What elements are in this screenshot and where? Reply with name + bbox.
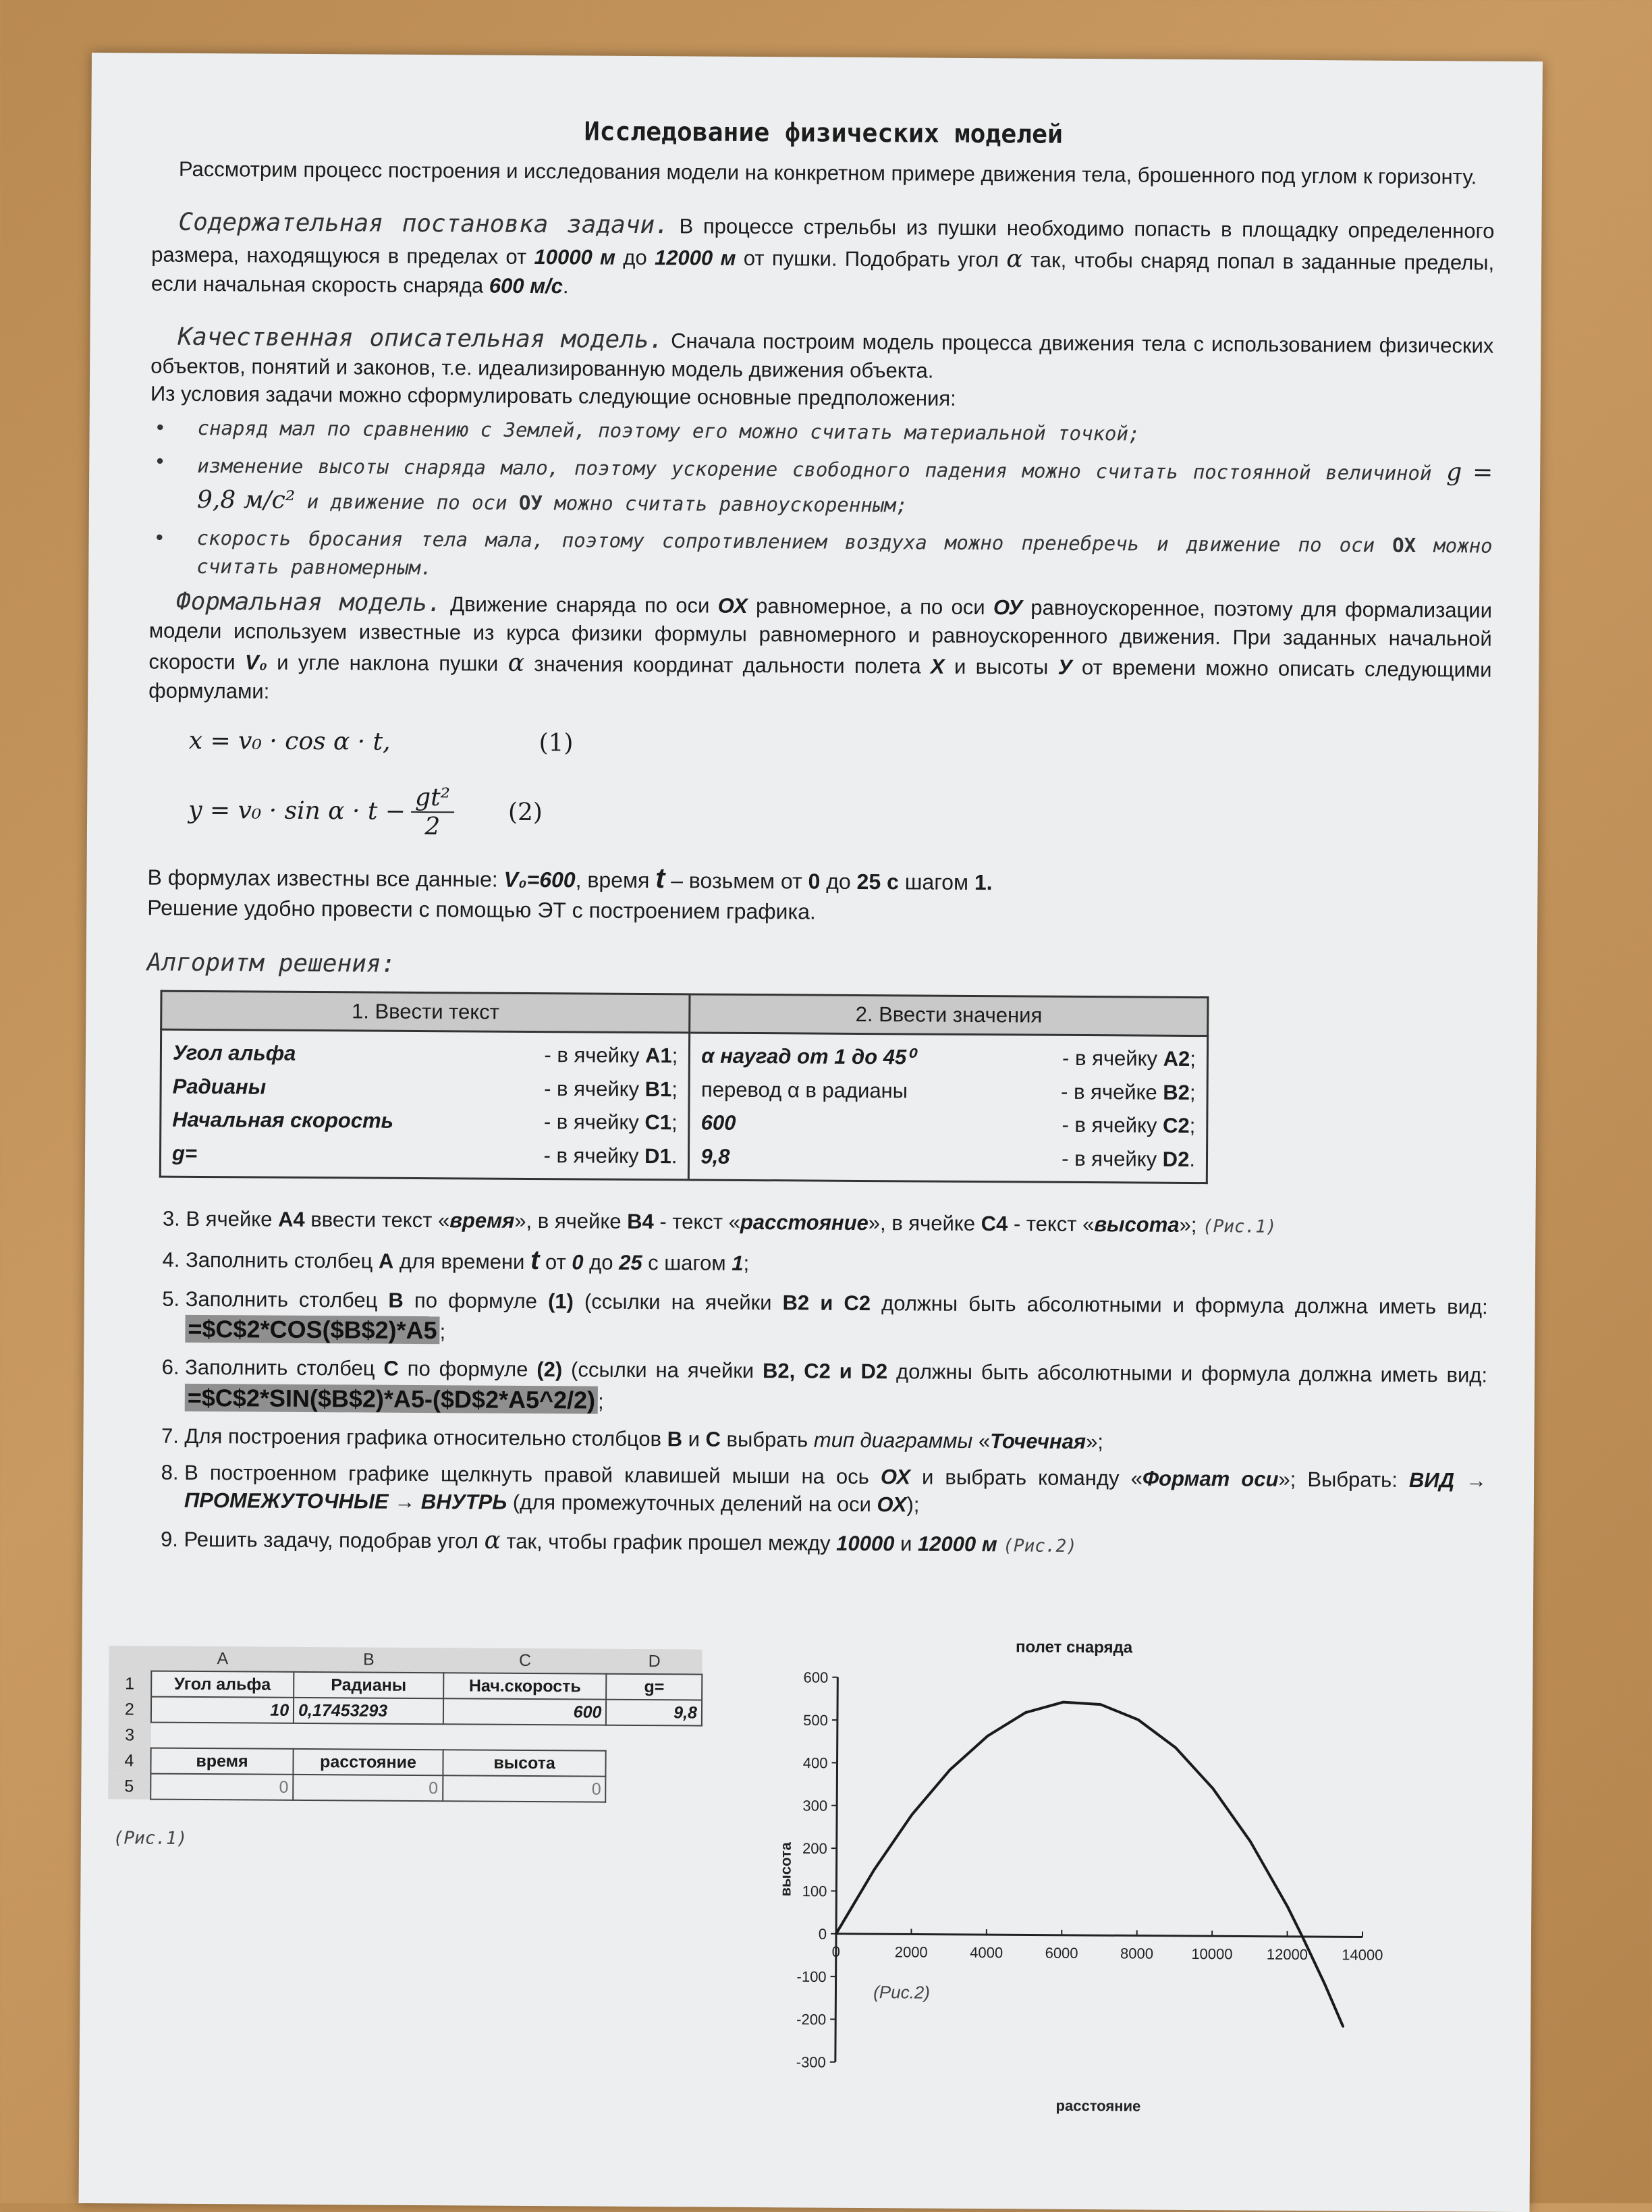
text-run: В процессе стрельбы из пушки необходимо попасть в площадку определенного размера, находящуюся в пределах от	[151, 214, 1494, 269]
text-run: - в ячейку	[1062, 1046, 1163, 1071]
cell: Радианы	[294, 1672, 443, 1698]
text-run: );	[906, 1493, 919, 1517]
text-run: »; Выбрать:	[1278, 1467, 1409, 1492]
algo-text-cell	[160, 1029, 690, 1179]
text-run: ;	[672, 1044, 678, 1067]
step-3	[186, 1204, 1488, 1240]
x-tick-label: 14000	[1342, 1946, 1383, 1963]
text-run	[997, 1532, 1003, 1556]
t-symbol: t	[530, 1245, 540, 1275]
text-run: - в ячейку	[544, 1043, 645, 1067]
x-tick-label: 4000	[970, 1944, 1003, 1961]
chart-svg	[767, 1636, 1378, 2139]
text-run: ;	[1190, 1114, 1196, 1137]
cell	[606, 1751, 702, 1777]
text-run: , время	[576, 867, 656, 892]
cell: 9,8	[606, 1700, 702, 1726]
fraction-denominator: 2	[424, 813, 440, 840]
cell-target	[543, 1139, 677, 1173]
qual-model-paragraph	[150, 321, 1494, 389]
x-axis-title: расстояние	[1056, 2097, 1141, 2115]
corner-cell	[109, 1646, 151, 1671]
axis-ox: ОХ	[877, 1492, 906, 1516]
text-run: .	[563, 274, 569, 298]
text-run: - в ячейку	[544, 1077, 645, 1101]
text-run: Решить задачу, подобрав угол	[184, 1528, 484, 1553]
text-run: можно считать равномерным.	[196, 534, 1492, 579]
text-run: .	[1189, 1148, 1195, 1171]
quoted-text: время	[449, 1208, 514, 1233]
value: 0	[572, 1250, 583, 1274]
y-tick-label: 400	[803, 1754, 828, 1771]
text-run: от пушки. Подобрать угол	[736, 246, 1006, 271]
y-tick-label: 500	[803, 1712, 828, 1729]
figure-2-caption: (Рис.2)	[873, 1982, 930, 2003]
text-run: ;	[1190, 1081, 1196, 1104]
range-max: 12000 м	[655, 246, 736, 271]
cell: 0	[443, 1775, 606, 1802]
text-run: должны быть абсолютными и формула должна иметь вид:	[871, 1291, 1488, 1319]
table-row	[701, 1106, 1196, 1143]
row-header: 3	[109, 1722, 151, 1748]
cell	[606, 1777, 702, 1803]
steps-list	[143, 1204, 1488, 1563]
cell: Угол альфа	[151, 1671, 294, 1698]
intro-paragraph: Рассмотрим процесс построения и исследования модели на конкретном примере движения тела, брошенного под углом к горизонту.	[152, 156, 1495, 192]
text-run: по формуле	[399, 1357, 537, 1381]
value: 12000 м	[918, 1532, 997, 1556]
quoted-text: расстояние	[740, 1210, 869, 1234]
cell-ref: B1	[645, 1077, 672, 1101]
cell-ref: A4	[278, 1207, 305, 1231]
column-header: B	[294, 1647, 444, 1673]
cell-ref: C1	[644, 1110, 671, 1134]
cell: 0,17453293	[294, 1698, 443, 1724]
table-row	[701, 1073, 1196, 1109]
text-run: - в ячейке	[1061, 1080, 1163, 1104]
trajectory-line	[835, 1701, 1345, 2027]
chart-title: полет снаряда	[771, 1636, 1378, 1658]
data-point	[1342, 2026, 1344, 2028]
step-8	[184, 1459, 1487, 1523]
text-run: (ссылки на ячейки	[574, 1289, 783, 1314]
column-ref: C	[383, 1357, 399, 1380]
qual-model-label: Качественная описательная модель.	[177, 323, 663, 354]
y-tick-label: 0	[819, 1926, 827, 1943]
step-6	[185, 1353, 1488, 1422]
cell	[606, 1725, 702, 1752]
text-run: (для промежуточных делений на оси	[507, 1490, 877, 1516]
cell: Нач.скорость	[443, 1673, 607, 1699]
table-row	[172, 1103, 678, 1139]
text-run: ;	[1190, 1047, 1196, 1071]
v0-symbol: V₀	[245, 651, 267, 674]
text-run: шагом	[899, 869, 974, 894]
solution-hint: Решение удобно провести с помощью ЭТ с построением графика.	[147, 893, 1490, 929]
algorithm-label: Алгоритм решения:	[147, 949, 1490, 985]
value: 10000	[836, 1532, 894, 1556]
document-body	[143, 114, 1495, 1571]
formula-2-expression: y = v₀ · sin α · t −	[188, 797, 406, 826]
cell-ref: C4	[981, 1212, 1008, 1235]
data-point	[1212, 1787, 1214, 1789]
data-point	[873, 1869, 875, 1871]
data-point	[1286, 1906, 1288, 1908]
cell-target	[544, 1072, 678, 1106]
gravity-formula: g = 9,8 м/с²	[197, 458, 1493, 514]
cell: высота	[443, 1750, 606, 1776]
list-item: • снаряд мал по сравнению с Землей, поэтому его можно считать материальной точкой;	[150, 414, 1493, 450]
axis-oy: ОУ	[993, 595, 1022, 619]
cell-ref: B4	[627, 1209, 654, 1233]
text-run: ;	[743, 1251, 749, 1275]
text-run: можно считать равноускоренным;	[543, 491, 908, 516]
text-run: по формуле	[404, 1289, 548, 1313]
label-text: Начальная скорость	[172, 1103, 393, 1138]
text-run: «	[972, 1429, 990, 1453]
text-run: .	[671, 1144, 678, 1168]
text-run: так, чтобы график прошел между	[501, 1530, 837, 1555]
cell-ref: B2, C2 и D2	[763, 1359, 887, 1384]
text-run: », в ячейке	[514, 1208, 627, 1233]
cell: расстояние	[294, 1749, 443, 1775]
step-7	[184, 1422, 1487, 1458]
text-run: - в ячейку	[1062, 1113, 1163, 1137]
formula-2-fraction	[411, 783, 454, 840]
quoted-text: высота	[1094, 1212, 1179, 1237]
x-tick-label: 10000	[1191, 1945, 1232, 1962]
formula-ref: (1)	[548, 1289, 574, 1313]
text-run: - текст «	[1008, 1212, 1094, 1236]
data-point	[1024, 1712, 1026, 1714]
formula-ref: (2)	[536, 1358, 562, 1382]
cell-ref: D2	[1163, 1148, 1190, 1171]
range-min: 10000 м	[534, 245, 615, 269]
y-axis-title: высота	[777, 1841, 794, 1896]
excel-formula: =$C$2*COS($B$2)*A5	[185, 1315, 439, 1344]
text-run: до	[820, 869, 856, 893]
text-run: »;	[1179, 1212, 1203, 1236]
text-run: В ячейке	[186, 1206, 278, 1231]
data-point	[911, 1814, 913, 1816]
text-run: до	[615, 246, 655, 269]
value-text: перевод α в радианы	[701, 1073, 908, 1107]
text-run: – возьмем от	[665, 868, 808, 893]
y-tick-label: -300	[796, 2053, 826, 2070]
data-point	[835, 1933, 837, 1935]
text-run: скорость бросания тела мала, поэтому сопротивлением воздуха можно пренебречь и движение по оси	[197, 527, 1393, 557]
text-run: Движение снаряда по оси	[442, 592, 718, 617]
column-ref: A	[379, 1249, 394, 1273]
text-run: равномерное, а по оси	[748, 594, 993, 619]
assumptions-list	[149, 414, 1493, 589]
command-name: Формат оси	[1142, 1466, 1279, 1490]
text-run: »;	[1086, 1430, 1103, 1453]
cell: время	[150, 1748, 294, 1775]
row-header: 5	[108, 1773, 150, 1799]
cell	[150, 1723, 294, 1749]
text-run: - в ячейку	[1062, 1147, 1163, 1171]
data-point	[987, 1735, 989, 1737]
column-header: A	[151, 1646, 294, 1672]
spreadsheet-table	[108, 1646, 703, 1803]
paper-sheet	[79, 53, 1543, 2212]
menu-path: ВИД → ПРОМЕЖУТОЧНЫЕ → ВНУТРЬ	[184, 1468, 1487, 1514]
y-axis-line	[835, 1677, 837, 2062]
data-point	[1062, 1701, 1064, 1703]
value: 25	[619, 1251, 642, 1274]
table-row	[173, 1036, 678, 1073]
y-tick-label: -200	[796, 2011, 826, 2028]
figure-ref: (Рис.2)	[1003, 1536, 1077, 1557]
cell	[294, 1723, 443, 1750]
text-run: и высоты	[945, 655, 1058, 679]
text-run: от времени можно описать следующими формулами:	[148, 655, 1491, 703]
page-title: Исследование физических моделей	[152, 114, 1495, 152]
trajectory-chart	[767, 1636, 1378, 2139]
data-point	[1100, 1704, 1102, 1706]
row-header: 4	[108, 1748, 150, 1773]
list-item	[149, 523, 1492, 588]
y-tick-label: 300	[802, 1797, 827, 1814]
t-start: 0	[808, 869, 820, 893]
value-text: 9,8	[700, 1140, 729, 1174]
formula-2-number: (2)	[508, 799, 543, 826]
cell-target	[1062, 1142, 1195, 1177]
axis-ox: ОХ	[881, 1465, 910, 1488]
cell: 10	[151, 1697, 294, 1723]
cell-ref: B2 и C2	[782, 1291, 871, 1315]
excel-formula: =$C$2*SIN($B$2)*A5-($D$2*A5^2/2)	[185, 1384, 599, 1414]
cell-target	[544, 1106, 678, 1140]
label-text: g=	[172, 1137, 197, 1170]
column-ref: C	[705, 1428, 721, 1451]
figure-ref: (Рис.1)	[1203, 1216, 1277, 1237]
text-run: Заполнить столбец	[186, 1287, 389, 1312]
text-run: - в ячейку	[543, 1143, 644, 1168]
text-run: ;	[598, 1390, 604, 1413]
cell	[443, 1724, 606, 1750]
x-tick-label: 12000	[1267, 1946, 1308, 1963]
assumptions-intro: Из условия задачи можно сформулировать следующие основные предположения:	[150, 381, 1493, 416]
label-text: Угол альфа	[173, 1036, 296, 1071]
axis-oy: ОУ	[519, 491, 543, 514]
y-tick-label: 600	[804, 1669, 829, 1685]
cell-target	[1062, 1108, 1195, 1143]
column-ref: B	[667, 1427, 683, 1451]
text-run: Для построения графика относительно столбцов	[184, 1424, 667, 1451]
text-run: равноускоренное, поэтому для формализации модели используем известные из курса физики формулы равномерного и равноускоренного движения. При заданных начальной скорости	[148, 595, 1492, 674]
text-run: для времени	[393, 1249, 530, 1274]
text-run: В формулах известны все данные:	[147, 865, 503, 891]
step-5	[185, 1285, 1488, 1354]
text-run: должны быть абсолютными и формула должна иметь вид:	[887, 1360, 1487, 1387]
algo-header-text: 1. Ввести текст	[161, 991, 690, 1033]
cell: g=	[607, 1674, 703, 1700]
axis-ox: ОХ	[718, 593, 748, 617]
text-run: В построенном графике щелкнуть правой клавишей мыши на ось	[184, 1461, 881, 1488]
cell-ref: A1	[645, 1044, 672, 1067]
alpha-symbol: α	[1006, 246, 1023, 273]
column-ref: B	[388, 1288, 404, 1312]
text-run: выбрать	[721, 1428, 814, 1452]
text-run: от	[539, 1250, 572, 1274]
step-9	[184, 1523, 1486, 1563]
y-symbol: У	[1058, 655, 1072, 679]
text-run: ;	[440, 1320, 446, 1343]
text-run: тип диаграммы	[814, 1428, 973, 1453]
row-header: 2	[109, 1696, 151, 1722]
text-run: и	[682, 1428, 706, 1451]
row-header: 1	[109, 1671, 151, 1696]
list-item	[150, 448, 1493, 527]
text-run: - в ячейку	[544, 1110, 645, 1135]
cell-ref: C2	[1163, 1114, 1190, 1137]
figure-1-caption: (Рис.1)	[113, 1828, 188, 1849]
formal-model-paragraph	[148, 585, 1492, 713]
value-text: 600	[701, 1106, 736, 1140]
data-point	[949, 1769, 951, 1771]
table-row	[701, 1040, 1196, 1076]
text-run: ;	[671, 1077, 678, 1101]
text-run: Сначала построим модель процесса движения тела с использованием физических объектов, понятий и законов, т.е. идеализированную модель движения объекта.	[150, 329, 1493, 383]
data-point	[1175, 1747, 1177, 1749]
formula-1-number: (1)	[539, 729, 573, 757]
y-tick-label: 200	[802, 1840, 827, 1857]
y-tick-label: -100	[796, 1968, 826, 1985]
data-point	[1249, 1840, 1251, 1842]
text-run: и угле наклона пушки	[267, 651, 508, 676]
cell-ref: B2	[1163, 1081, 1190, 1104]
text-run: до	[583, 1251, 619, 1274]
v0-value: V₀=600	[504, 867, 576, 892]
t-symbol: t	[655, 862, 665, 894]
text-run: и	[894, 1532, 918, 1555]
data-point	[1323, 1982, 1325, 1985]
table-row	[172, 1137, 678, 1173]
cell-target	[1061, 1075, 1196, 1110]
x-tick-label: 2000	[895, 1943, 928, 1960]
algo-header-values: 2. Ввести значения	[690, 994, 1208, 1036]
text-run: ;	[671, 1111, 678, 1135]
table-row	[700, 1140, 1195, 1177]
formal-model-label: Формальная модель.	[176, 587, 442, 616]
cell-target	[544, 1038, 678, 1073]
t-step: 1.	[974, 870, 993, 894]
initial-speed: 600 м/с	[489, 274, 563, 298]
alpha-symbol: α	[508, 649, 525, 677]
column-header: D	[607, 1649, 703, 1675]
cell: 0	[150, 1774, 294, 1800]
content-problem-paragraph	[151, 206, 1495, 306]
x-tick-label: 0	[832, 1943, 840, 1960]
axis-ox: ОХ	[1392, 533, 1416, 556]
text-run: значения координат дальности полета	[524, 652, 931, 678]
spreadsheet-figure	[108, 1646, 703, 1803]
table-row	[172, 1070, 678, 1106]
text-run: (ссылки на ячейки	[562, 1358, 763, 1383]
column-header: C	[443, 1648, 607, 1673]
formula-1-expression: x = v₀ · cos α · t,	[189, 727, 391, 756]
cell: 600	[443, 1698, 607, 1725]
value-text: α наугад от 1 до 45⁰	[701, 1040, 915, 1075]
text-run: », в ячейке	[869, 1211, 981, 1235]
text-run: с шагом	[642, 1251, 732, 1275]
x-axis-line	[836, 1934, 1362, 1937]
cell-target	[1062, 1042, 1196, 1076]
fraction-numerator: gt²	[411, 783, 454, 812]
x-tick-label: 6000	[1045, 1945, 1078, 1962]
cell-ref: D1	[644, 1144, 671, 1168]
text-run: Заполнить столбец	[186, 1248, 379, 1273]
text-run: и движение по оси	[295, 490, 519, 514]
text-run: изменение высоты снаряда мало, поэтому ускорение свободного падения можно считать постоянной величиной	[197, 454, 1446, 485]
x-symbol: Х	[931, 655, 945, 678]
data-point	[1137, 1719, 1139, 1721]
step-4	[186, 1241, 1488, 1285]
value: 1	[732, 1251, 743, 1275]
x-tick-label: 8000	[1120, 1945, 1153, 1962]
text-run: - текст «	[654, 1210, 740, 1234]
formula-2	[188, 776, 1491, 852]
cell-ref: A2	[1163, 1047, 1190, 1071]
text-run: так, чтобы снаряд попал в заданные пределы, если начальная скорость снаряда	[151, 248, 1494, 298]
text-run: ввести текст «	[305, 1208, 450, 1232]
text-run: Заполнить столбец	[185, 1355, 384, 1380]
text-run: и выбрать команду «	[910, 1465, 1142, 1490]
chart-type: Точечная	[990, 1429, 1086, 1453]
y-tick-label: 100	[802, 1883, 827, 1899]
t-end: 25 с	[857, 869, 900, 893]
label-text: Радианы	[172, 1070, 266, 1104]
cell: 0	[293, 1775, 443, 1801]
data-point	[1301, 1936, 1303, 1938]
algo-values-cell	[689, 1033, 1208, 1183]
algorithm-table	[159, 990, 1209, 1184]
formula-1	[189, 717, 1491, 772]
content-problem-label: Содержательная постановка задачи.	[178, 209, 669, 239]
alpha-symbol: α	[484, 1526, 501, 1554]
